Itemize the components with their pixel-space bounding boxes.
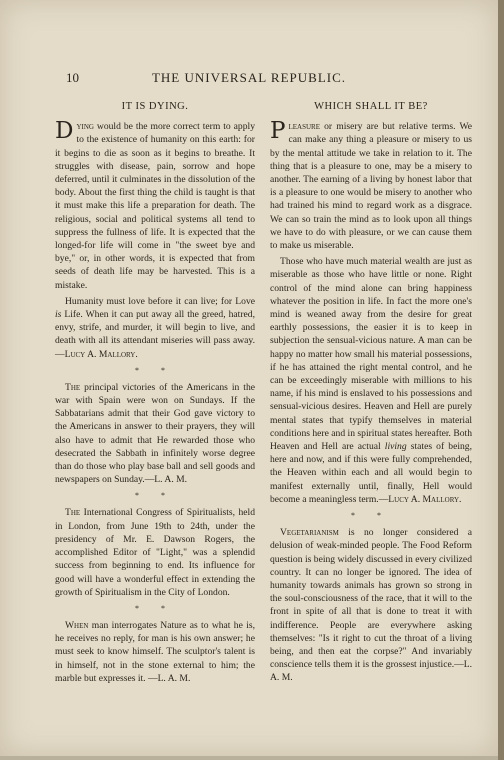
drop-cap: P — [270, 118, 286, 145]
article-paragraph — [55, 120, 255, 292]
paragraph-text: Life. When it can put away all the greed, hatred, envy, strife, and murder, it will begin to live, and death with all its attendant miseries will pass away.— — [55, 309, 255, 360]
page-header — [0, 70, 498, 88]
paragraph-text: Those who have much material wealth are just as miserable as those who have little or none. Right control of the mind alone can bring happiness whatever the position in life. In fact the more one's mind is weaned away from the desire for great earthly possessions, the easier it is to keep in subjection the sensual-vicious nature. A man can be happy no matter how small his material possessions, if he has attained the right mental control, and he can be exceedingly miserable with millions to his name, if his mind is enslaved to his possessions and sensual-vicious desires. Heaven and Hell are purely mental states that typify themselves in material conditions here and in spiritual states hereafter. Both Heaven and Hell are actual — [270, 256, 472, 453]
running-head: THE UNIVERSAL REPUBLIC. — [151, 70, 347, 85]
section-divider: * * — [135, 491, 175, 501]
paragraph-text: would be the more correct term to apply to the existence of humanity on this earth: for it begins to die as soon as it begins to breathe. It struggles with disease, pain, sorrow and hope deferred, until it culminates in the dissolution of the body. About the first thing the child is taught is that it must make this life a preparation for death. The religious, social and political systems all tend to suppress the fullness of life. It is expected that the longed-for life will come in "the sweet bye and bye," or, in other words, it is expected that from seeds of death life may be harvested. This is a mistake. — [55, 121, 255, 291]
paragraph-text: is no longer considered a delusion of weak-minded people. The Food Reform question is being widely discussed in every civilized country. It can no longer be ignored. The idea of humanity towards animals has grown so strong in the soul-consciousness of the race, that it will to the front in spite of all that is done to treat it with indifference. People are everywhere asking themselves: "Is it right to cut the throat of a living being, and then eat the corpse?" And invariably conscience tells them it is the grossest injustice.—L. A. M. — [270, 527, 472, 684]
paragraph-text: states of being, here and now, and if this were fully comprehended, the Heaven within each and all would begin to manifest externally until, finally, Hell would become a meaningless term.— — [270, 441, 472, 505]
emphasis: is — [55, 309, 62, 321]
article-paragraph — [55, 506, 255, 598]
paragraph-text: man interrogates Nature as to what he is, he receives no reply, for man is his own answer; he must seek to know himself. The sculptor's talent is in himself, not in the stone external to him; the marble but expresses it. —L. A. M. — [55, 619, 255, 684]
left-column — [55, 100, 255, 688]
small-caps-lead: When — [65, 619, 89, 631]
article-paragraph — [270, 255, 472, 506]
paragraph-text: Humanity must love before it can live; for Love — [65, 295, 255, 307]
section-divider: * * — [135, 365, 175, 375]
paragraph-text: International Congress of Spiritualists, held in London, from June 19th to 24th, under the presidency of Mr. E. Dawson Rogers, the accomplished Editor of "Light," was a splendid success from beginning to end. Its influence for good will have a wonderful effect in extending the growth of Spiritualism in the City of London. — [55, 507, 255, 598]
small-caps-lead: Vegetarianism — [280, 527, 339, 539]
drop-cap: D — [55, 118, 74, 145]
article-paragraph — [55, 295, 255, 361]
article-paragraph — [270, 120, 472, 252]
article-title-it-is-dying: IT IS DYING. — [121, 101, 189, 112]
small-caps-lead: leasure — [288, 121, 320, 133]
section-divider: * * — [135, 603, 175, 613]
article-paragraph — [270, 526, 472, 684]
small-caps-lead: ying — [76, 121, 94, 133]
article-paragraph — [55, 381, 255, 487]
article-title-which-shall-it-be: WHICH SHALL IT BE? — [314, 101, 428, 112]
author-signature: Lucy A. Mallory. — [388, 493, 462, 505]
small-caps-lead: The — [65, 507, 81, 519]
article-paragraph — [55, 619, 255, 685]
section-divider: * * — [351, 511, 391, 521]
right-column — [270, 100, 472, 688]
page-number: 10 — [66, 70, 79, 85]
author-signature: Lucy A. Mallory. — [64, 348, 138, 360]
book-edge — [498, 0, 504, 760]
paragraph-text: or misery are but relative terms. We can make any thing a pleasure or misery to us by the mental attitude we take in relation to it. The thing that is a pleasure to one, may be a misery to another. The earning of a living by honest labor that is a pleasure to one would be misery to another who had trained his mind to regard work as a disgrace. We can so train the mind as to look upon all things we have to do with pleasure, or we can cause them to make us miserable. — [270, 121, 472, 252]
emphasis: living — [384, 441, 407, 453]
paragraph-text: principal victories of the Americans in the war with Spain were won on Sundays. If the Sabbatarians admit that their God gave victory to the Americans in answer to their prayers, they will also have to admit that He rewarded those who desecrated the Sabbath in infinitely worse degree than do those who play base ball and sell goods and newspapers on Sunday.—L. A. M. — [55, 381, 255, 486]
small-caps-lead: The — [65, 381, 81, 393]
